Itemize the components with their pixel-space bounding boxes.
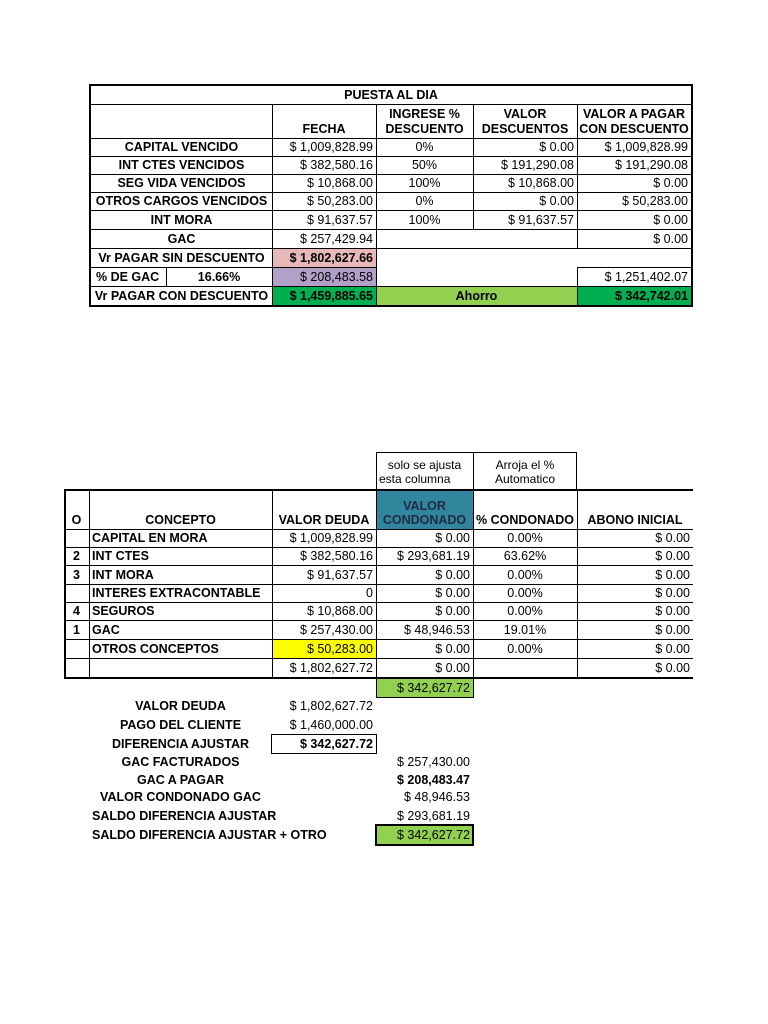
row-label: SEG VIDA VENCIDOS [117,176,246,190]
row-pct: 100% [408,213,441,227]
row-condonado: $ 293,681.19 [397,549,470,563]
header-valor-condonado-1: VALOR [403,499,446,513]
row-o: 2 [73,549,80,563]
row-pct: 50% [411,158,438,172]
note-ajusta-1: solo se ajusta [387,458,462,472]
row-pct: 0.00% [507,568,543,582]
row-fecha: $ 91,637.57 [306,213,373,227]
row-desc: $ 0.00 [539,194,574,208]
summary2-label: SALDO DIFERENCIA AJUSTAR [92,809,277,823]
row-condonado: $ 48,946.53 [403,623,470,637]
note-arroja-1: Arroja el % [495,458,555,472]
row-pct: 0.00% [507,642,543,656]
green-total-value: $ 342,627.72 [397,681,470,695]
row-pct: 0.00% [507,531,543,545]
row-pct: 100% [408,176,441,190]
sin-descuento-value: $ 1,802,627.66 [289,251,373,265]
row-condonado: $ 0.00 [435,604,470,618]
con-descuento-label: Vr PAGAR CON DESCUENTO [94,289,269,303]
puesta-title: PUESTA AL DIA [344,88,438,102]
row-concepto: GAC [92,623,120,637]
row-o [64,640,89,658]
row-desc: $ 91,637.57 [507,213,574,227]
row-abono: $ 0.00 [655,623,690,637]
row-fecha: $ 382,580.16 [300,158,373,172]
ahorro-label: Ahorro [455,289,498,303]
row-desc: $ 191,290.08 [501,158,574,172]
row-abono: $ 0.00 [655,586,690,600]
row-concepto: INT CTES [92,549,149,563]
row-condonado: $ 0.00 [435,531,470,545]
header-pagar-2: CON DESCUENTO [579,122,689,136]
row-deuda: $ 91,637.57 [306,568,373,582]
row-deuda: 0 [366,586,373,600]
row-deuda[interactable]: $ 50,283.00 [306,642,373,656]
row-label: INT CTES VENCIDOS [118,158,245,172]
row-label: OTROS CARGOS VENCIDOS [95,194,268,208]
row-o [64,529,89,547]
row-abono: $ 0.00 [655,604,690,618]
header-valor-deuda: VALOR DEUDA [278,513,370,527]
header-abono: ABONO INICIAL [587,513,683,527]
row-pct: 63.62% [503,549,547,563]
total-abono: $ 0.00 [655,661,690,675]
row-pagar: $ 0.00 [653,176,688,190]
row-pagar: $ 1,009,828.99 [604,140,688,154]
header-concepto: CONCEPTO [145,513,216,527]
summary-label: DIFERENCIA AJUSTAR [111,737,250,751]
row-pct: 0% [415,140,434,154]
con-descuento-value: $ 1,459,885.65 [289,289,373,303]
header-pct-condonado: % CONDONADO [476,513,574,527]
row-deuda: $ 382,580.16 [300,549,373,563]
row-label: INT MORA [150,213,213,227]
gac-pagar-value: $ 208,483.58 [300,270,373,284]
header-valor-condonado-2: CONDONADO [382,513,467,527]
row-desc: $ 10,868.00 [507,176,574,190]
summary2-value: $ 257,430.00 [397,755,470,769]
row-condonado: $ 0.00 [435,586,470,600]
total-deuda: $ 1,802,627.72 [289,661,373,675]
summary2-label: SALDO DIFERENCIA AJUSTAR + OTRO [92,828,327,842]
summary-label: VALOR DEUDA [135,699,226,713]
summary2-label: VALOR CONDONADO GAC [100,790,261,804]
row-deuda: $ 1,009,828.99 [289,531,373,545]
summary2-label: GAC FACTURADOS [121,755,240,769]
row-pct: 19.01% [503,623,547,637]
row-fecha: $ 50,283.00 [306,194,373,208]
pct-gac-value: 16.66% [197,270,241,284]
header-pagar-1: VALOR A PAGAR [582,107,686,121]
summary-label: PAGO DEL CLIENTE [119,718,242,732]
summary-value: $ 1,802,627.72 [289,699,373,713]
note-arroja-2: Automatico [494,472,556,486]
row-pagar: $ 0.00 [653,213,688,227]
gac-pagar: $ 0.00 [653,232,688,246]
row-abono: $ 0.00 [655,568,690,582]
summary-value: $ 1,460,000.00 [289,718,373,732]
row-pct: 0.00% [507,586,543,600]
summary2-value: $ 293,681.19 [397,809,470,823]
total-condonado: $ 0.00 [435,661,470,675]
row-deuda: $ 257,430.00 [300,623,373,637]
saldo-total-value: $ 342,627.72 [397,828,470,842]
row-abono: $ 0.00 [655,642,690,656]
row-concepto: SEGUROS [92,604,155,618]
row-condonado: $ 0.00 [435,568,470,582]
row-abono: $ 0.00 [655,549,690,563]
summary2-label: GAC A PAGAR [136,773,225,787]
pct-gac-label: % DE GAC [96,270,160,284]
row-desc: $ 0.00 [539,140,574,154]
header-valor-2: DESCUENTOS [481,122,569,136]
row-o: 1 [73,623,80,637]
row-o [64,584,89,602]
row-fecha: $ 1,009,828.99 [289,140,373,154]
note-ajusta-2: esta columna [379,472,451,486]
header-o: O [71,513,82,527]
row-fecha: $ 10,868.00 [306,176,373,190]
gac-fecha: $ 257,429.94 [300,232,373,246]
row-concepto: OTROS CONCEPTOS [92,642,219,656]
row-label: CAPITAL VENCIDO [124,140,239,154]
row-pct: 0% [415,194,434,208]
header-fecha: FECHA [302,122,346,136]
row-abono: $ 0.00 [655,531,690,545]
gac-label: GAC [167,232,196,246]
row-concepto: INTERES EXTRACONTABLE [92,586,261,600]
row-pct: 0.00% [507,604,543,618]
row-concepto: CAPITAL EN MORA [92,531,208,545]
header-valor-1: VALOR [503,107,547,121]
header-ingrese-2: DESCUENTO [385,122,464,136]
summary2-value: $ 208,483.47 [397,773,470,787]
row-o: 4 [73,604,80,618]
subtotal-pagar: $ 1,251,402.07 [604,270,688,284]
summary2-value: $ 48,946.53 [403,790,470,804]
row-condonado: $ 0.00 [435,642,470,656]
row-pagar: $ 50,283.00 [621,194,688,208]
row-pagar: $ 191,290.08 [615,158,688,172]
row-deuda: $ 10,868.00 [306,604,373,618]
row-concepto: INT MORA [92,568,154,582]
ahorro-value: $ 342,742.01 [615,289,688,303]
diferencia-ajustar-value: $ 342,627.72 [300,737,373,751]
row-o: 3 [73,568,80,582]
header-ingrese-1: INGRESE % [389,107,460,121]
sin-descuento-label: Vr PAGAR SIN DESCUENTO [98,251,265,265]
